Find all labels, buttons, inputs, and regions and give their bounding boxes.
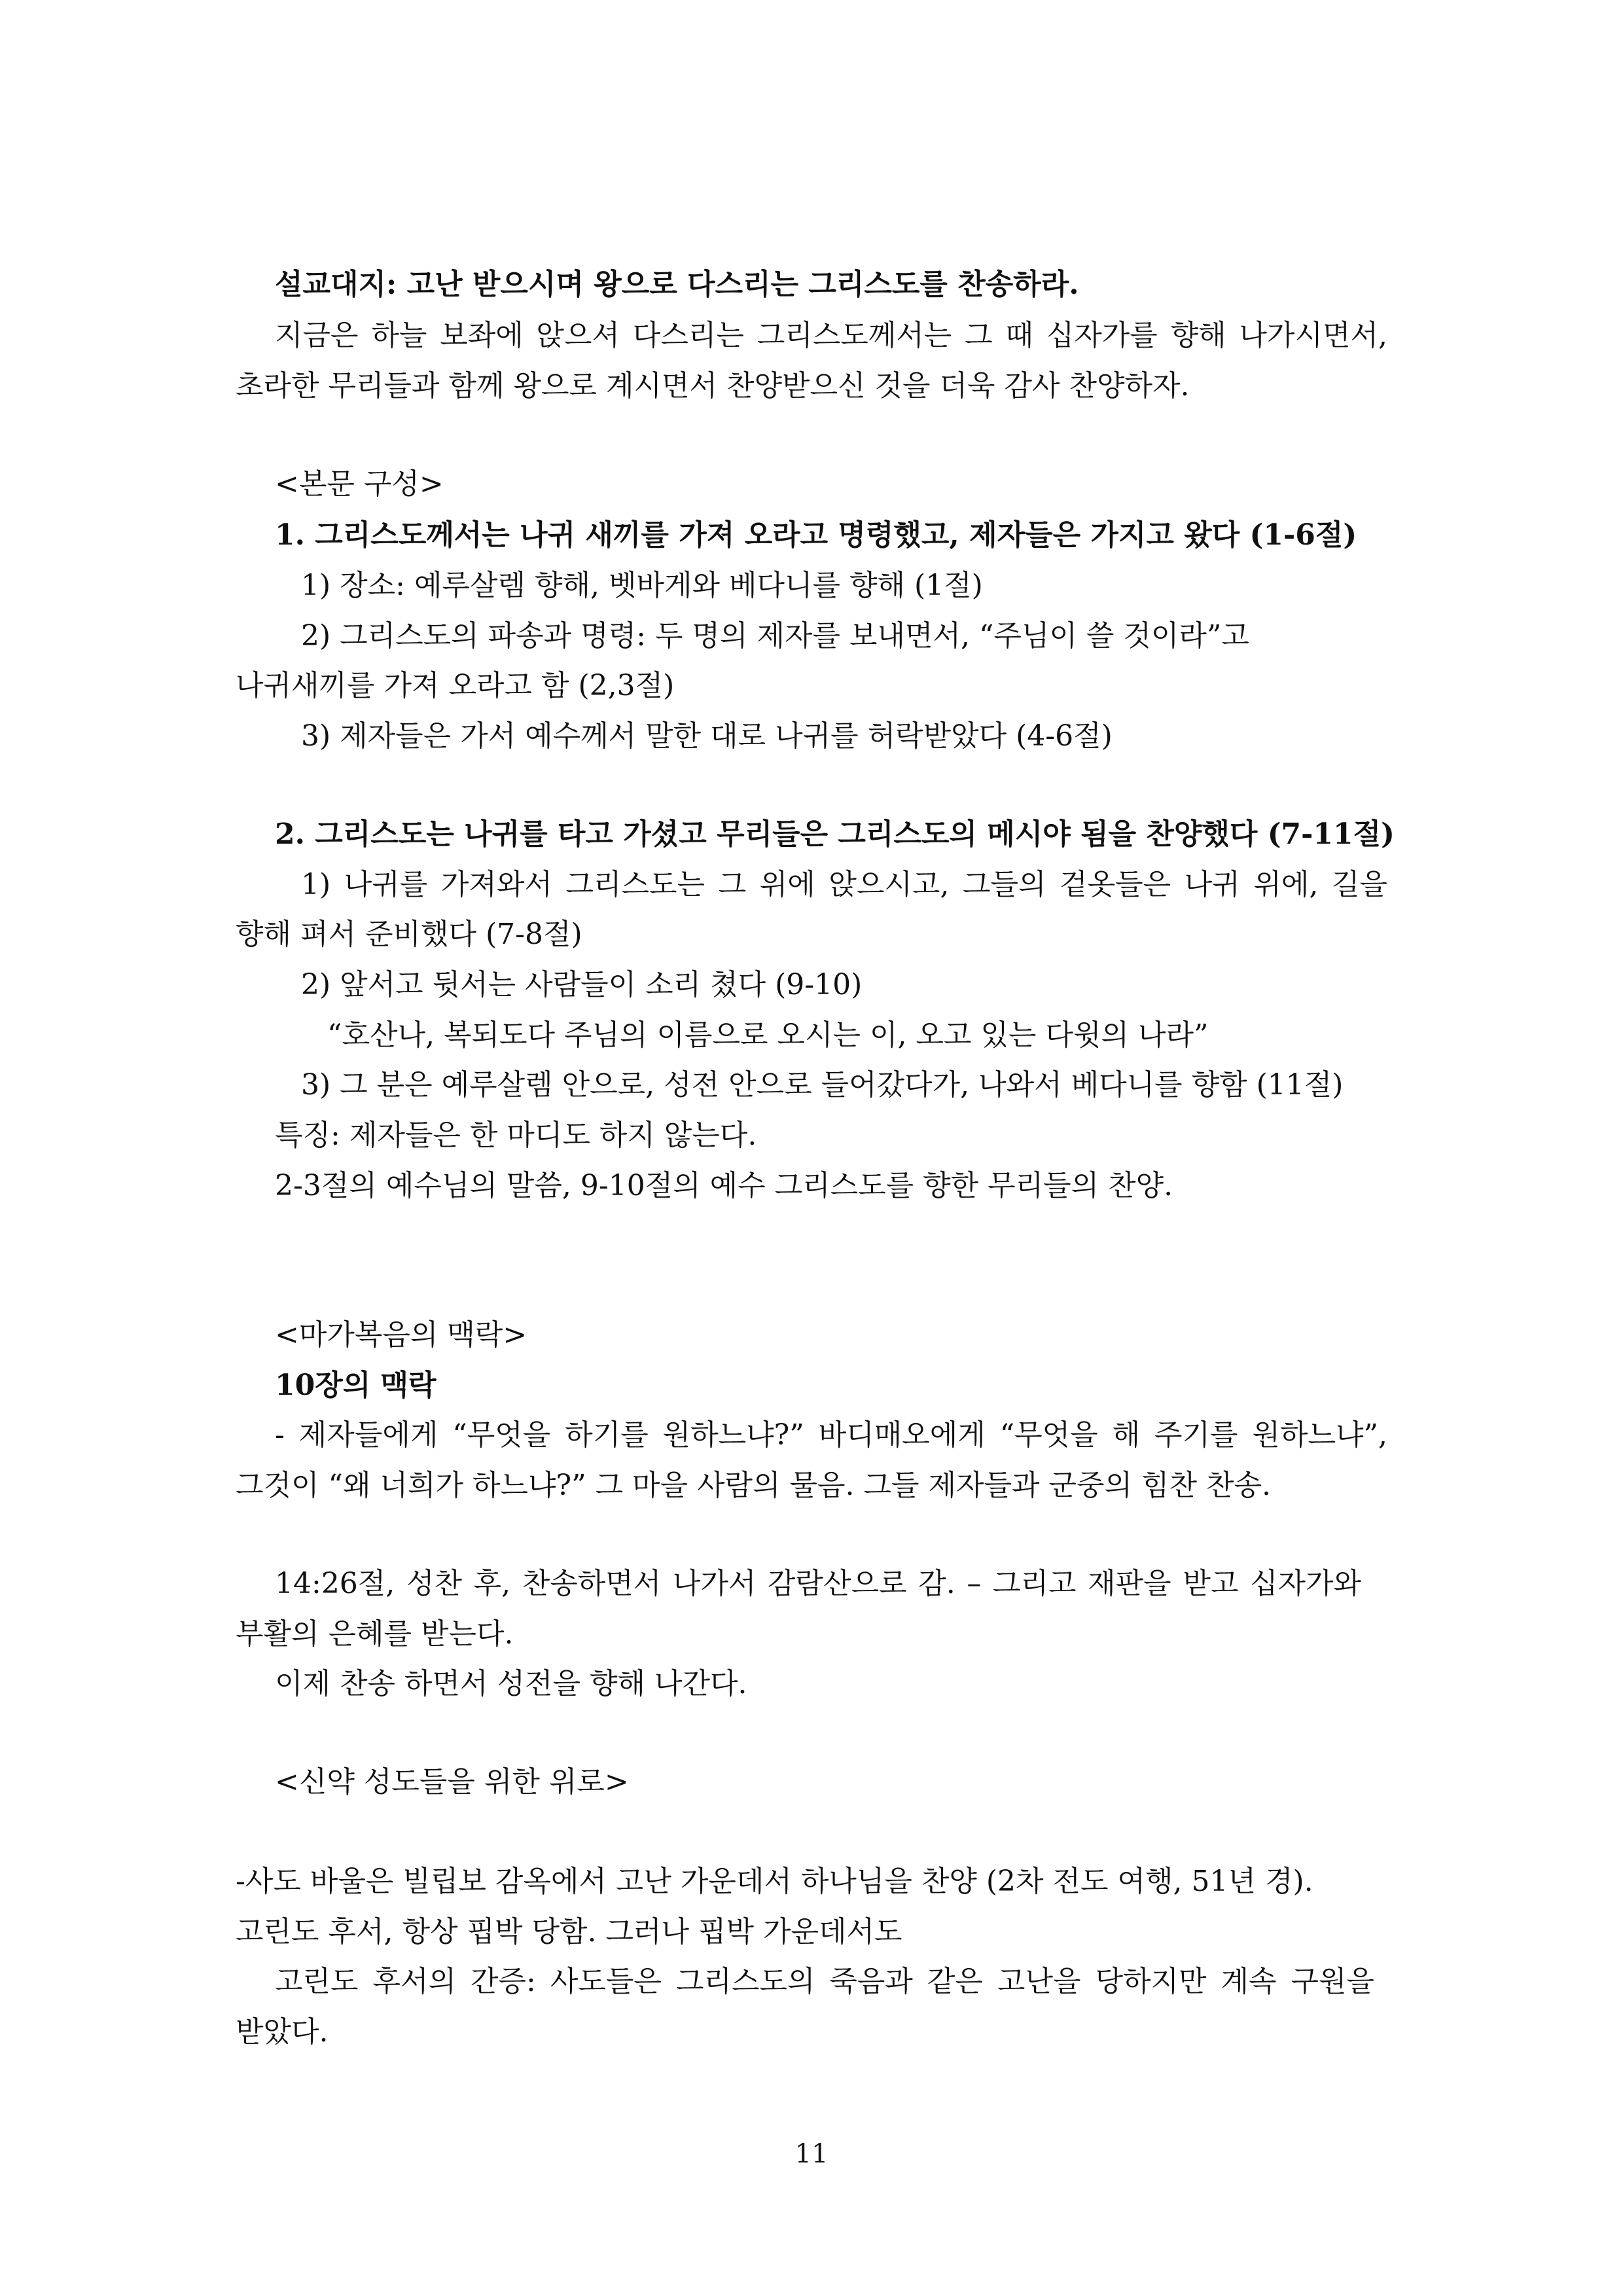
context-text-line-2: 그것이 “왜 너희가 하느냐?” 그 마을 사람의 물음. 그들 제자들과 군중의 힘찬 찬송.: [236, 1469, 1272, 1502]
context-paragraph-2-line-2: 부활의 은혜를 받는다.: [236, 1617, 514, 1651]
summary-text-line-1: 지금은 하늘 보좌에 앉으셔 다스리는 그리스도께서는 그 때 십자가를 향해 나가시면서,: [275, 319, 1387, 352]
comfort-text-line-3: 고린도 후서의 간증: 사도들은 그리스도의 죽음과 같은 고난을 당하지만 계속 구원을: [275, 1965, 1374, 1998]
structure-verse-note: 2-3절의 예수님의 말씀, 9-10절의 예수 그리스도를 향한 무리들의 찬양.: [275, 1169, 1173, 1202]
structure-point-2-item-3: 3) 그 분은 예루살렘 안으로, 성전 안으로 들어갔다가, 나와서 베다니를 향함 (11절): [301, 1068, 1344, 1102]
structure-point-1-title: 1. 그리스도께서는 나귀 새끼를 가져 오라고 명령했고, 제자들은 가지고 왔다 (1-6절): [275, 518, 1357, 552]
structure-point-1-item-1: 1) 장소: 예루살렘 향해, 벳바게와 베다니를 향해 (1절): [301, 569, 983, 602]
structure-point-1-item-3: 3) 제자들은 가서 예수께서 말한 대로 나귀를 허락받았다 (4-6절): [301, 719, 1113, 753]
summary-text-line-2: 초라한 무리들과 함께 왕으로 계시면서 찬양받으신 것을 더욱 감사 찬양하자.: [236, 369, 1190, 403]
structure-point-1-item-2: 2) 그리스도의 파송과 명령: 두 명의 제자를 보내면서, “주님이 쓸 것이라”고: [301, 619, 1249, 653]
structure-point-1-item-2-continued: 나귀새끼를 가져 오라고 함 (2,3절): [236, 669, 675, 702]
structure-feature-note: 특징: 제자들은 한 마디도 하지 않는다.: [275, 1119, 757, 1152]
context-subheading: 10장의 맥락: [275, 1369, 437, 1402]
structure-point-2-item-1: 1) 나귀를 가져와서 그리스도는 그 위에 앉으시고, 그들의 겉옷들은 나귀 위에, 길을: [301, 868, 1387, 901]
context-paragraph-3: 이제 찬송 하면서 성전을 향해 나간다.: [275, 1667, 747, 1700]
comfort-text-line-2: 고린도 후서, 항상 핍박 당함. 그러나 핍박 가운데서도: [236, 1915, 902, 1948]
section-heading-comfort: <신약 성도들을 위한 위로>: [275, 1765, 629, 1799]
comfort-text-line-4: 받았다.: [236, 2015, 329, 2049]
comfort-text-line-1: -사도 바울은 빌립보 감옥에서 고난 가운데서 하나님을 찬양 (2차 전도 여행, 51년 경).: [236, 1865, 1313, 1898]
sermon-summary-heading: 설교대지: 고난 받으시며 왕으로 다스리는 그리스도를 찬송하라.: [275, 268, 1079, 301]
structure-point-2-item-1-continued: 향해 펴서 준비했다 (7-8절): [236, 918, 582, 951]
section-heading-structure: <본문 구성>: [275, 467, 444, 501]
context-paragraph-2-line-1: 14:26절, 성찬 후, 찬송하면서 나가서 감람산으로 감. – 그리고 재판을 받고 십자가와: [275, 1567, 1361, 1600]
section-heading-mark-context: <마가복음의 맥락>: [275, 1318, 527, 1352]
page-number: 11: [794, 2139, 829, 2169]
structure-point-2-item-2: 2) 앞서고 뒷서는 사람들이 소리 쳤다 (9-10): [301, 968, 863, 1001]
structure-point-2-quote: “호산나, 복되도다 주님의 이름으로 오시는 이, 오고 있는 다윗의 나라”: [327, 1018, 1209, 1052]
context-text-line-1: - 제자들에게 “무엇을 하기를 원하느냐?” 바디매오에게 “무엇을 해 주기를 원하느냐”,: [275, 1418, 1387, 1452]
structure-point-2-title: 2. 그리스도는 나귀를 타고 가셨고 무리들은 그리스도의 메시야 됨을 찬양했다 (7-11절): [275, 817, 1395, 851]
